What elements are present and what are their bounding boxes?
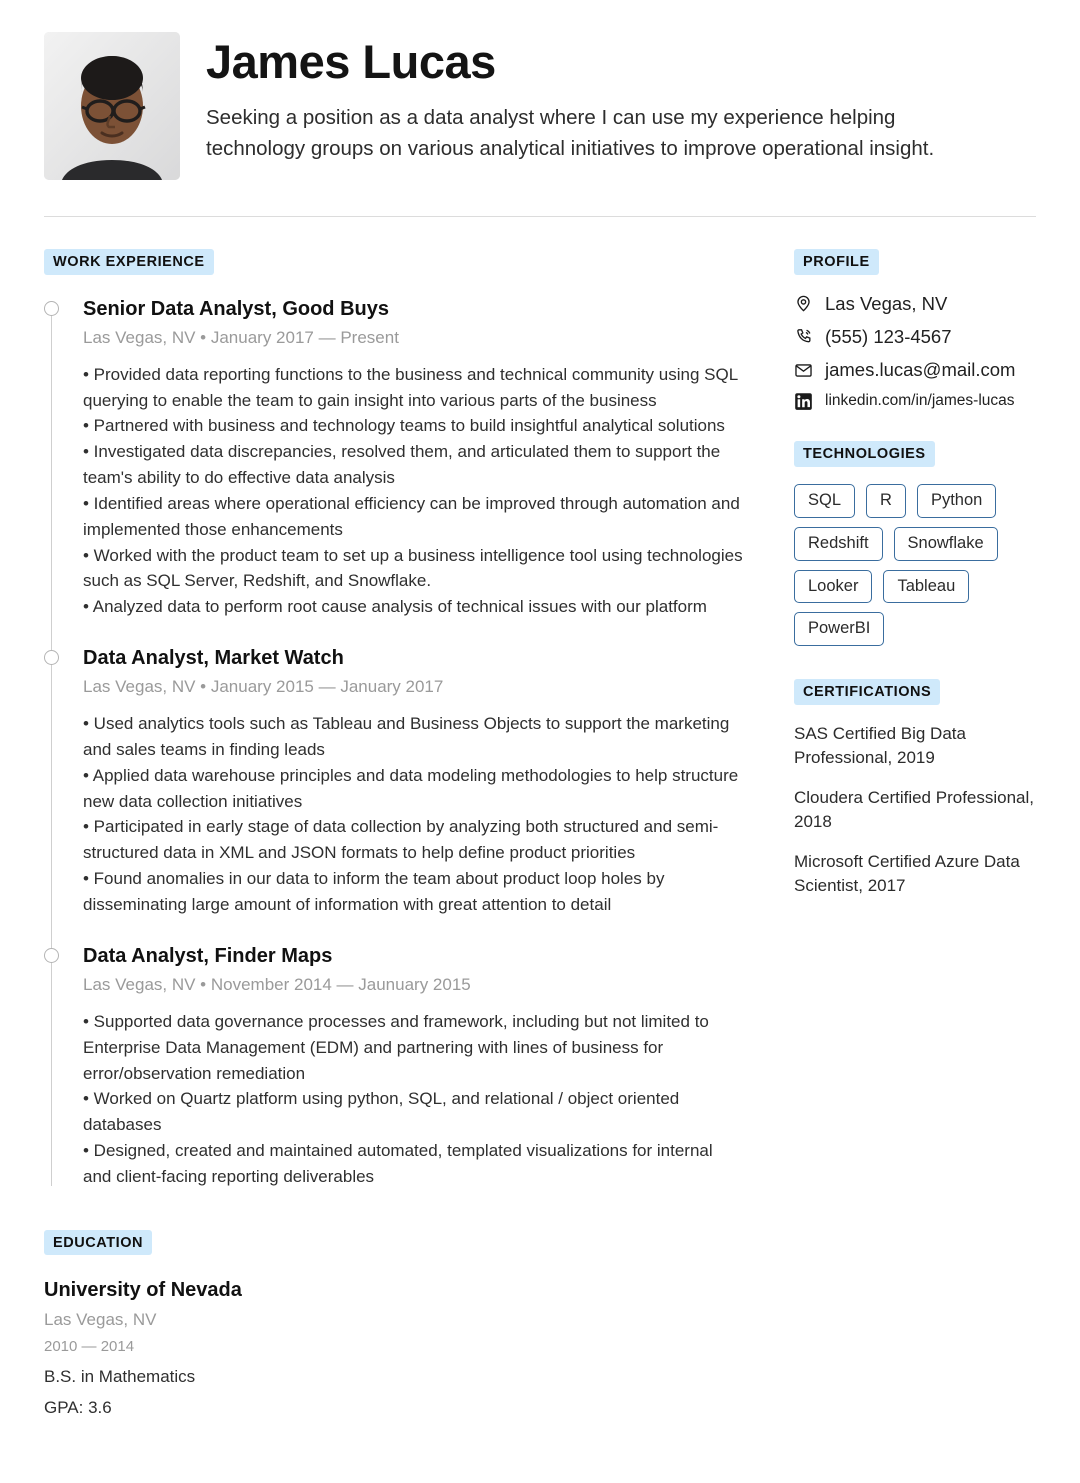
section-heading-education: EDUCATION [44,1230,152,1256]
job-bullet: • Investigated data discrepancies, resolved them, and articulated them to support the team's ability to do effective data analysis [83,442,721,488]
header-text-block [206,32,1036,164]
contact-row[interactable] [794,293,1080,315]
job-title: Data Analyst, Market Watch [83,647,344,670]
job-bullet-list [83,1009,744,1190]
education-section [44,1230,744,1420]
resume-body [44,249,1036,1420]
job-meta: Las Vegas, NV • November 2014 — Jaunuary 2015 [83,974,471,994]
job-bullet: • Analyzed data to perform root cause analysis of technical issues with our platform [83,597,707,617]
certification-item: Cloudera Certified Professional, 2018 [794,788,1035,832]
job-bullet: • Partnered with business and technology teams to build insightful analytical solutions [83,416,725,436]
section-heading-profile: PROFILE [794,249,879,275]
contact-row[interactable] [794,326,1080,348]
job-bullet: • Applied data warehouse principles and data modeling methodologies to help structure new data collection initiatives [83,765,739,811]
work-experience-entry [83,646,744,918]
job-meta: Las Vegas, NV • January 2015 — January 2017 [83,677,444,697]
technology-chip: Tableau [883,570,969,604]
contact-value: linkedin.com/in/james-lucas [825,392,1015,410]
contact-list [794,293,1080,412]
job-bullet: • Provided data reporting functions to the business and technical community using SQL querying to enable the team to gain insight into various parts of the business [83,364,738,410]
resume-header [44,30,1036,180]
work-timeline [44,297,744,1190]
certification-item: SAS Certified Big Data Professional, 2019 [794,723,966,767]
job-bullet: • Used analytics tools such as Tableau and Business Objects to support the marketing and sales teams in finding leads [83,714,730,759]
technology-chip: SQL [794,484,855,518]
profile-photo-illustration [44,32,180,180]
job-bullet: • Found anomalies in our data to inform the team about product loop holes by disseminating large amount of information with great attention to detail [83,869,665,914]
job-bullet: • Participated in early stage of data collection by analyzing both structured and semi-structured data in XML and JSON formats to help define product priorities [83,817,719,863]
technology-chip-list [794,484,1044,646]
timeline-dot-icon [44,301,59,316]
phone-icon [794,327,813,346]
education-gpa: GPA: 3.6 [44,1397,112,1417]
technology-chip: Python [917,484,996,518]
job-title: Data Analyst, Finder Maps [83,944,333,967]
section-heading-technologies: TECHNOLOGIES [794,441,935,467]
work-experience-entry [83,944,744,1190]
education-years: 2010 — 2014 [44,1337,135,1355]
certification-list [794,722,1080,899]
contact-row[interactable] [794,392,1080,411]
header-divider [44,216,1036,217]
work-experience-entry [83,297,744,620]
main-column [44,249,744,1420]
page-title: James Lucas [206,35,496,88]
profile-section [794,249,1080,411]
timeline-dot-icon [44,948,59,963]
job-bullet-list [83,362,744,620]
job-meta: Las Vegas, NV • January 2017 — Present [83,327,399,347]
contact-value: Las Vegas, NV [825,292,948,314]
envelope-icon [794,361,813,380]
education-location: Las Vegas, NV [44,1310,157,1330]
job-title: Senior Data Analyst, Good Buys [83,297,389,320]
section-heading-work-experience: WORK EXPERIENCE [44,249,214,275]
work-experience-section [44,249,744,1190]
job-bullet: • Designed, created and maintained automated, templated visualizations for internal and client-facing reporting deliverables [83,1141,713,1186]
timeline-dot-icon [44,650,59,665]
job-bullet: • Worked on Quartz platform using python, SQL, and relational / object oriented databases [83,1089,680,1135]
avatar [44,32,180,180]
sidebar-column [794,249,1080,899]
technologies-section [794,411,1080,646]
certification-item: Microsoft Certified Azure Data Scientist, 2017 [794,852,1020,896]
technology-chip: Redshift [794,527,883,561]
technology-chip: PowerBI [794,612,884,646]
section-heading-certifications: CERTIFICATIONS [794,679,940,705]
technology-chip: Snowflake [894,527,998,561]
education-entry [44,1279,744,1419]
contact-row[interactable] [794,359,1080,381]
technology-chip: R [866,484,906,518]
summary-statement: Seeking a position as a data analyst where I can use my experience helping technology groups on various analytical initiatives to improve operational insight. [206,105,935,160]
technology-chip: Looker [794,570,872,604]
contact-value: (555) 123-4567 [825,325,952,347]
job-bullet: • Supported data governance processes and framework, including but not limited to Enterprise Data Management (EDM) and partnering with lines of business for error/observation remediation [83,1011,709,1083]
job-bullet-list [83,711,744,918]
job-bullet: • Identified areas where operational efficiency can be improved through automation and implemented those enhancements [83,493,740,539]
education-degree: B.S. in Mathematics [44,1366,196,1386]
location-pin-icon [794,294,813,313]
certifications-section [794,646,1080,898]
linkedin-icon [794,392,813,411]
contact-value: james.lucas@mail.com [825,359,1016,381]
job-bullet: • Worked with the product team to set up a business intelligence tool using technologies such as SQL Server, Redshift, and Snowflake. [83,545,743,591]
education-school: University of Nevada [44,1279,242,1302]
